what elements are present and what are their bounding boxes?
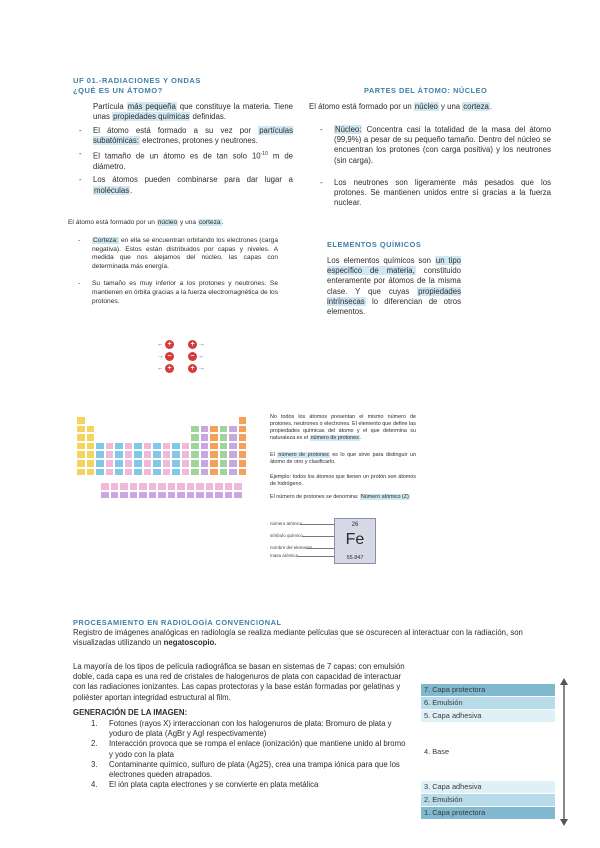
periodic-cell — [181, 450, 191, 459]
periodic-cell — [167, 482, 177, 491]
periodic-cell — [238, 459, 248, 468]
periodic-cell — [200, 425, 210, 434]
periodic-cell — [152, 468, 162, 477]
periodic-cell — [224, 491, 234, 500]
periodic-cell — [76, 468, 86, 477]
periodic-cell — [114, 442, 124, 451]
periodic-cell — [214, 491, 224, 500]
list-item: - Los neutrones son ligeramente más pesados que los protones. Se mantienen unidos entre sí gracias a la fuerza nuclear. — [318, 178, 551, 209]
periodic-cell — [228, 459, 238, 468]
periodic-table-image — [70, 410, 266, 514]
periodic-cell — [190, 442, 200, 451]
periodic-cell — [200, 459, 210, 468]
periodic-cell — [228, 450, 238, 459]
periodic-cell — [114, 468, 124, 477]
periodic-cell — [219, 468, 229, 477]
periodic-cell — [209, 433, 219, 442]
periodic-cell — [114, 450, 124, 459]
periodic-cell — [167, 491, 177, 500]
processing-title: PROCESAMIENTO EN RADIOLOGÍA CONVENCIONAL — [73, 618, 282, 627]
periodic-cell — [228, 468, 238, 477]
element-symbol: Fe — [345, 531, 365, 548]
unit-title: UF 01.-RADIACIONES Y ONDAS — [73, 76, 201, 85]
fe-label: masa atómica — [270, 553, 299, 558]
fe-label: nombre del elemento — [270, 545, 313, 550]
ion-negative-icon: → − — [157, 352, 174, 361]
periodic-cell — [95, 450, 105, 459]
protons-paragraph-2: El número de protones es lo que sirve para distinguir un átomo de otro y clasificarlo. — [270, 452, 417, 465]
list-item: - Corteza: en ella se encuentran orbitando los electrones (carga negativa). Estos están distribuidos por capas y niveles. A medida que nos alejamos del núcleo, las capas con determinada más energía. — [76, 237, 278, 271]
periodic-cell — [152, 442, 162, 451]
periodic-cell — [162, 450, 172, 459]
list-item: 3. Contaminante químico, sulfuro de plata (Ag2S), crea una trampa iónica para que los electrones queden atrapados. — [91, 759, 400, 780]
periodic-cell — [143, 468, 153, 477]
list-item: - El tamaño de un átomo es de tan solo $10^{-10}$ m de diámetro. — [77, 149, 293, 172]
cortex-bullets — [76, 237, 278, 309]
connector-line — [306, 548, 334, 549]
periodic-cell — [95, 442, 105, 451]
periodic-cell — [105, 442, 115, 451]
periodic-cell — [233, 491, 243, 500]
periodic-cell — [105, 459, 115, 468]
periodic-cell — [228, 433, 238, 442]
periodic-cell — [76, 416, 86, 425]
connector-line — [300, 524, 334, 525]
elements-title: ELEMENTOS QUÍMICOS — [327, 240, 422, 249]
nucleus-bullets — [318, 125, 551, 211]
layer-protective-bottom: 1. Capa protectora — [421, 807, 555, 819]
periodic-cell — [238, 433, 248, 442]
periodic-cell — [133, 459, 143, 468]
periodic-cell — [228, 425, 238, 434]
periodic-cell — [110, 491, 120, 500]
protons-paragraph-3: Ejemplo: todos los átomos que tienen un protón son átomos de hidrógeno. — [270, 474, 416, 487]
list-item: 4. El ión plata capta electrones y se convierte en plata metálica — [91, 780, 319, 790]
periodic-cell — [100, 482, 110, 491]
connector-line — [298, 556, 334, 557]
periodic-cell — [209, 450, 219, 459]
periodic-cell — [209, 459, 219, 468]
periodic-cell — [190, 425, 200, 434]
list-item: - El átomo está formado a su vez por partículas subatómicas: electrones, protones y neutrones. — [77, 126, 293, 146]
generation-steps — [83, 719, 408, 790]
periodic-cell — [219, 459, 229, 468]
periodic-cell — [105, 450, 115, 459]
periodic-cell — [162, 459, 172, 468]
list-item: 2. Interacción provoca que se rompa el enlace (ionización) que mantiene unido al bromo y yodo con la plata — [91, 739, 406, 759]
periodic-cell — [171, 468, 181, 477]
ion-illustration — [146, 340, 216, 376]
periodic-cell — [86, 442, 96, 451]
periodic-cell — [195, 482, 205, 491]
periodic-cell — [233, 482, 243, 491]
periodic-cell — [124, 459, 134, 468]
periodic-cell — [224, 482, 234, 491]
periodic-cell — [86, 450, 96, 459]
list-item: - Núcleo: Concentra casi la totalidad de la masa del átomo (99,9%) a pesar de su pequeño tamaño. Dentro del núcleo se encuentran los protones (con carga positiva) y los neutrones (sin carga). — [318, 125, 551, 166]
periodic-cell — [105, 468, 115, 477]
periodic-cell — [76, 459, 86, 468]
periodic-cell — [171, 459, 181, 468]
periodic-cell — [110, 482, 120, 491]
periodic-cell — [86, 459, 96, 468]
periodic-cell — [76, 450, 86, 459]
periodic-cell — [176, 482, 186, 491]
layer-adhesive-bottom: 3. Capa adhesiva — [421, 781, 555, 793]
element-tile-fe — [334, 518, 376, 564]
periodic-cell — [219, 450, 229, 459]
cortex-intro: El átomo está formado por un núcleo y una corteza. — [68, 219, 224, 226]
periodic-cell — [181, 442, 191, 451]
periodic-cell — [219, 425, 229, 434]
periodic-cell — [200, 433, 210, 442]
periodic-cell — [200, 442, 210, 451]
periodic-cell — [133, 442, 143, 451]
periodic-cell — [148, 482, 158, 491]
periodic-cell — [86, 425, 96, 434]
periodic-cell — [190, 433, 200, 442]
list-item: 1. Fotones (rayos X) interaccionan con los halogenuros de plata: Bromuro de plata y yoduro de plata (AgBr y AgI respectivamente) — [91, 719, 392, 739]
periodic-cell — [171, 442, 181, 451]
ion-positive-icon: ← + — [157, 364, 174, 373]
periodic-cell — [181, 459, 191, 468]
periodic-cell — [119, 482, 129, 491]
periodic-cell — [119, 491, 129, 500]
fe-label: número atómico — [270, 521, 303, 526]
periodic-cell — [238, 425, 248, 434]
periodic-cell — [209, 442, 219, 451]
double-arrow-icon — [558, 678, 570, 826]
periodic-cell — [86, 468, 96, 477]
periodic-cell — [195, 491, 205, 500]
ion-negative-icon: − ← — [188, 352, 205, 361]
nucleus-title: PARTES DEL ÁTOMO: NÚCLEO — [364, 86, 488, 95]
list-item: - Su tamaño es muy inferior a los protones y neutrones. Se mantienen en órbita gracias a la fuerza electromagnética de los protones. — [76, 280, 278, 306]
connector-line — [302, 536, 334, 537]
periodic-cell — [209, 425, 219, 434]
periodic-cell — [138, 491, 148, 500]
periodic-cell — [76, 442, 86, 451]
periodic-cell — [162, 442, 172, 451]
periodic-cell — [143, 450, 153, 459]
periodic-cell — [238, 468, 248, 477]
periodic-cell — [124, 468, 134, 477]
periodic-cell — [152, 459, 162, 468]
periodic-cell — [186, 491, 196, 500]
periodic-cell — [238, 442, 248, 451]
periodic-cell — [138, 482, 148, 491]
layer-adhesive-top: 5. Capa adhesiva — [421, 710, 555, 722]
periodic-cell — [200, 468, 210, 477]
processing-intro: Registro de imágenes analógicas en radiología se realiza mediante películas que se oscurecen al interactuar con la radiación, son visualizadas utilizando un negatoscopio. — [73, 628, 523, 648]
periodic-cell — [228, 442, 238, 451]
periodic-cell — [152, 450, 162, 459]
periodic-cell — [95, 468, 105, 477]
periodic-cell — [162, 468, 172, 477]
ion-positive-icon: ← + — [157, 340, 174, 349]
periodic-cell — [176, 491, 186, 500]
periodic-cell — [219, 433, 229, 442]
ion-positive-icon: + → — [188, 340, 205, 349]
periodic-cell — [238, 450, 248, 459]
periodic-cell — [143, 459, 153, 468]
question-title: ¿QUÉ ES UN ÁTOMO? — [73, 86, 163, 95]
periodic-cell — [200, 450, 210, 459]
layer-emulsion-top: 6. Emulsión — [421, 697, 555, 709]
periodic-cell — [86, 433, 96, 442]
periodic-cell — [186, 482, 196, 491]
periodic-cell — [129, 491, 139, 500]
atom-bullets — [77, 126, 293, 199]
layer-base: 4. Base — [421, 723, 555, 780]
nucleus-intro: El átomo está formado por un núcleo y una corteza. — [309, 102, 493, 111]
periodic-cell — [124, 450, 134, 459]
periodic-cell — [133, 450, 143, 459]
periodic-cell — [157, 482, 167, 491]
periodic-cell — [219, 442, 229, 451]
layer-emulsion-bottom: 2. Emulsión — [421, 794, 555, 806]
elements-text: Los elementos químicos son un tipo específico de materia, constituido enteramente por átomos de la misma clase. Y que cuyas propiedades intrínsecas lo diferencian de otros elementos. — [327, 256, 461, 317]
periodic-cell — [95, 459, 105, 468]
fe-label: símbolo químico — [270, 533, 303, 538]
atomic-mass: 55.847 — [346, 555, 364, 561]
periodic-cell — [148, 491, 158, 500]
periodic-cell — [133, 468, 143, 477]
periodic-cell — [76, 425, 86, 434]
protons-paragraph-1: No todos los átomos presentan el mismo número de protones, neutrones o electrones. El elemento que define las propiedades químicas del átomo y el que determina su naturaleza es el número de protones. — [270, 414, 416, 441]
periodic-cell — [190, 468, 200, 477]
layer-protective-top: 7. Capa protectora — [421, 684, 555, 696]
ion-positive-icon: + → — [188, 364, 205, 373]
periodic-cell — [190, 450, 200, 459]
periodic-cell — [190, 459, 200, 468]
atomic-number: 26 — [351, 522, 359, 528]
periodic-cell — [209, 468, 219, 477]
periodic-cell — [76, 433, 86, 442]
periodic-cell — [143, 442, 153, 451]
protons-paragraph-4: El número de protones se denomina: Número atómico (Z) — [270, 494, 409, 500]
atom-definition: Partícula más pequeña que constituye la materia. Tiene unas propiedades químicas definidas. — [93, 102, 293, 122]
periodic-cell — [171, 450, 181, 459]
periodic-cell — [181, 468, 191, 477]
periodic-cell — [238, 416, 248, 425]
periodic-cell — [124, 442, 134, 451]
periodic-cell — [214, 482, 224, 491]
periodic-cell — [205, 482, 215, 491]
generation-title: GENERACIÓN DE LA IMAGEN: — [73, 708, 188, 717]
periodic-cell — [114, 459, 124, 468]
periodic-cell — [157, 491, 167, 500]
processing-body: La mayoría de los tipos de película radiográfica se basan en sistemas de 7 capas: con emulsión doble, cada capa es una red de cristales de halogenuros de plata con capacidad de interactuar con las radiaciones ionizantes. Las capas protectoras y la base están formadas por gelatinas y poliéster aportan integridad estructural al film. — [73, 662, 405, 702]
periodic-cell — [100, 491, 110, 500]
periodic-cell — [129, 482, 139, 491]
list-item: - Los átomos pueden combinarse para dar lugar a moléculas. — [77, 175, 293, 195]
periodic-cell — [205, 491, 215, 500]
